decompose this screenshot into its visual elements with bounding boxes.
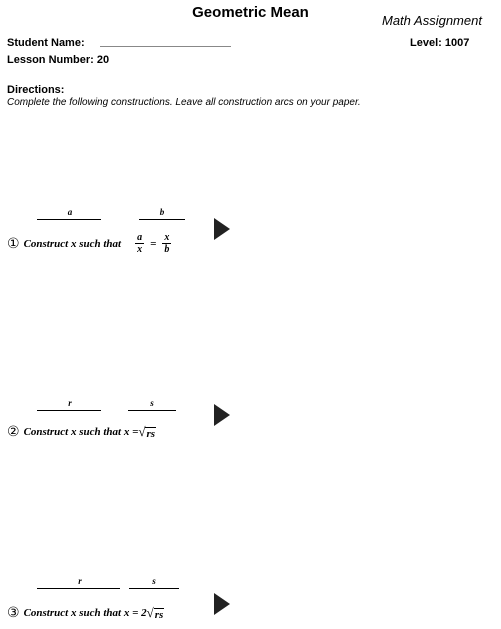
segment-s: [129, 588, 179, 589]
directions-heading: Directions:: [7, 84, 65, 96]
segment-b: [139, 219, 185, 220]
student-name-label: Student Name:: [7, 37, 85, 49]
page-title: Geometric Mean: [192, 4, 309, 21]
play-arrow-icon[interactable]: [214, 218, 230, 240]
problem-number: ②: [7, 424, 20, 440]
level-label: Level: 1007: [410, 37, 470, 49]
lesson-number-label: Lesson Number: 20: [7, 54, 110, 66]
problem-text: Construct x such that x =: [23, 426, 139, 438]
problem-2: [7, 424, 156, 440]
segment-b-label: b: [159, 207, 165, 217]
problem-number: ③: [7, 605, 20, 621]
problem-number: ①: [7, 235, 20, 252]
problem-text: Construct x such that: [23, 237, 122, 250]
square-root: √ rs: [146, 605, 164, 621]
problem-3: [7, 605, 164, 621]
segment-r-label: r: [78, 576, 82, 586]
segment-r-label: r: [68, 398, 72, 408]
segment-s-label: s: [152, 576, 156, 586]
student-name-line[interactable]: [100, 46, 231, 47]
segment-a: [37, 219, 101, 220]
square-root: √ rs: [138, 424, 156, 440]
problem-1: [7, 232, 174, 255]
problem-text: Construct x such that x = 2: [23, 607, 147, 619]
segment-s-label: s: [150, 398, 154, 408]
assignment-label: Math Assignment: [382, 13, 482, 28]
play-arrow-icon[interactable]: [214, 404, 230, 426]
segment-a-label: a: [67, 207, 73, 217]
segment-r: [37, 410, 101, 411]
equals-sign: =: [150, 237, 157, 250]
directions-text: Complete the following constructions. Leave all construction arcs on your paper.: [7, 97, 361, 108]
play-arrow-icon[interactable]: [214, 593, 230, 615]
segment-r: [37, 588, 120, 589]
fraction-x-over-b: $\frac{x}{b}$: [164, 232, 170, 255]
segment-s: [128, 410, 176, 411]
fraction-a-over-x: $\frac{a}{x}$: [137, 232, 143, 255]
